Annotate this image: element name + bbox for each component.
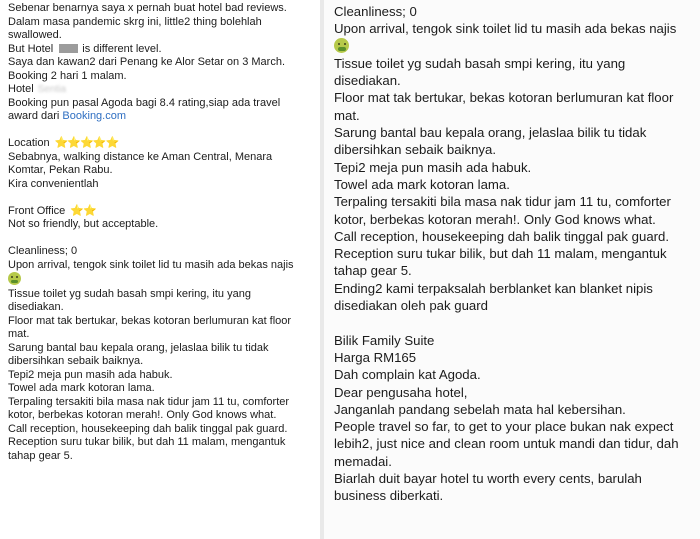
post-text-line: Janganlah pandang sebelah mata hal kebersihan. <box>334 401 626 417</box>
post-text-line: Sebenar benarnya saya x pernah buat hotel bad reviews. <box>8 2 287 14</box>
post-text-line: dibersihkan sebaik baiknya. <box>334 142 497 158</box>
left-post-panel <box>0 0 320 539</box>
post-text-line: Towel ada mark kotoran lama. <box>334 176 510 192</box>
post-text-line: mat. <box>334 107 360 123</box>
post-text-line: kotor, berbekas kotoran merah!. Only God knows what. <box>334 211 656 227</box>
post-text-line: Biarlah duit bayar hotel tu worth every cents, barulah <box>334 471 642 487</box>
post-text-line: Floor mat tak bertukar, bekas kotoran berlumuran kat floor <box>8 314 292 327</box>
post-text-line: Tissue toilet yg sudah basah smpi kering, itu yang <box>8 287 251 300</box>
post-text-line: Floor mat tak bertukar, bekas kotoran berlumuran kat floor <box>334 90 674 106</box>
post-text-line: Not so friendly, but acceptable. <box>8 218 159 230</box>
post-text-line: business diberkati. <box>334 488 444 504</box>
post-text-line: Call reception, housekeeping dah balik tinggal pak guard. <box>334 228 670 244</box>
star-icon: ⭐⭐⭐⭐⭐ <box>54 137 119 149</box>
post-text-line: Upon arrival, tengok sink toilet lid tu masih ada bekas najis <box>334 21 677 37</box>
post-text-line: dibersihkan sebaik baiknya. <box>8 355 144 367</box>
post-text-line: kotor, berbekas kotoran merah!. Only God knows what. <box>8 409 277 421</box>
post-text-line: swallowed. <box>8 29 62 41</box>
star-icon: ⭐⭐ <box>70 204 96 217</box>
cleanliness-heading: Cleanliness; 0 <box>8 245 78 257</box>
post-text-line: disediakan. <box>8 301 64 313</box>
post-text-line: disediakan. <box>334 73 401 89</box>
post-text-line: mat. <box>8 328 30 340</box>
right-post-body <box>324 0 700 505</box>
post-text-line: Towel ada mark kotoran lama. <box>8 382 155 394</box>
post-text-line: Dalam masa pandemic skrg ini, little2 thing bolehlah <box>8 15 262 28</box>
right-post-panel <box>324 0 700 539</box>
post-text-line: tahap gear 5. <box>8 449 73 462</box>
post-text-line: Booking 2 hari 1 malam. <box>8 69 127 82</box>
nauseated-face-icon <box>8 272 21 285</box>
post-text-line: Sarung bantal bau kepala orang, jelaslaa bilik tu tidak <box>334 125 647 141</box>
booking-com-link[interactable]: Booking.com <box>62 110 127 122</box>
nauseated-face-icon <box>334 38 349 53</box>
hotel-name-line: But Hotel is different level. <box>8 42 162 55</box>
front-office-heading: Front Office ⭐⭐ <box>8 204 96 217</box>
post-text-line: Booking pun pasal Agoda bagi 8.4 rating,siap ada travel <box>8 96 281 109</box>
cleanliness-heading: Cleanliness; 0 <box>334 4 417 19</box>
post-text-line: Komtar, Pekan Rabu. <box>8 164 113 176</box>
post-text-line: Reception suru tukar bilik, but dah 11 malam, mengantuk <box>334 246 667 262</box>
post-text-line: Terpaling tersakiti bila masa nak tidur jam 11 tu, comforter <box>334 194 671 210</box>
post-text-line: Harga RM165 <box>334 349 417 365</box>
post-text-line: Dear pengusaha hotel, <box>334 384 468 400</box>
post-text-line: Tepi2 meja pun masih ada habuk. <box>8 368 173 381</box>
award-line: award dari Booking.com <box>8 110 127 122</box>
post-text-line: lebih2, just nice and clean room untuk mandi dan tidur, dah <box>334 436 679 452</box>
post-text-line: Tepi2 meja pun masih ada habuk. <box>334 159 532 175</box>
post-text-line: Sebabnya, walking distance ke Aman Central, Menara <box>8 150 273 163</box>
redacted-hotel-name <box>59 44 78 53</box>
post-text-line: Upon arrival, tengok sink toilet lid tu masih ada bekas najis <box>8 258 294 271</box>
post-text-line: Terpaling tersakiti bila masa nak tidur jam 11 tu, comforter <box>8 395 290 408</box>
hotel-label-line: Hotel Sentia <box>8 83 67 95</box>
post-text-line: Bilik Family Suite <box>334 332 435 348</box>
post-text-line: Sarung bantal bau kepala orang, jelaslaa bilik tu tidak <box>8 341 269 354</box>
post-text-line: People travel so far, to get to your place bukan nak expect <box>334 419 674 435</box>
post-text-line: Dah complain kat Agoda. <box>334 367 481 383</box>
post-text-line: memadai. <box>334 453 392 469</box>
post-text-line: Reception suru tukar bilik, but dah 11 malam, mengantuk <box>8 436 286 448</box>
post-text-line: tahap gear 5. <box>334 263 412 279</box>
post-text-line: Kira convenientlah <box>8 177 99 190</box>
location-heading: Location ⭐⭐⭐⭐⭐ <box>8 137 119 149</box>
post-text-line: Saya dan kawan2 dari Penang ke Alor Setar on 3 March. <box>8 56 286 68</box>
left-post-body <box>0 0 320 463</box>
post-text-line: disediakan oleh pak guard <box>334 298 488 314</box>
post-text-line: Tissue toilet yg sudah basah smpi kering, itu yang <box>334 55 626 71</box>
post-text-line: Call reception, housekeeping dah balik tinggal pak guard. <box>8 422 288 435</box>
post-text-line: Ending2 kami terpaksalah berblanket kan blanket nipis <box>334 280 653 296</box>
blurred-hotel-name: Sentia <box>37 84 67 95</box>
